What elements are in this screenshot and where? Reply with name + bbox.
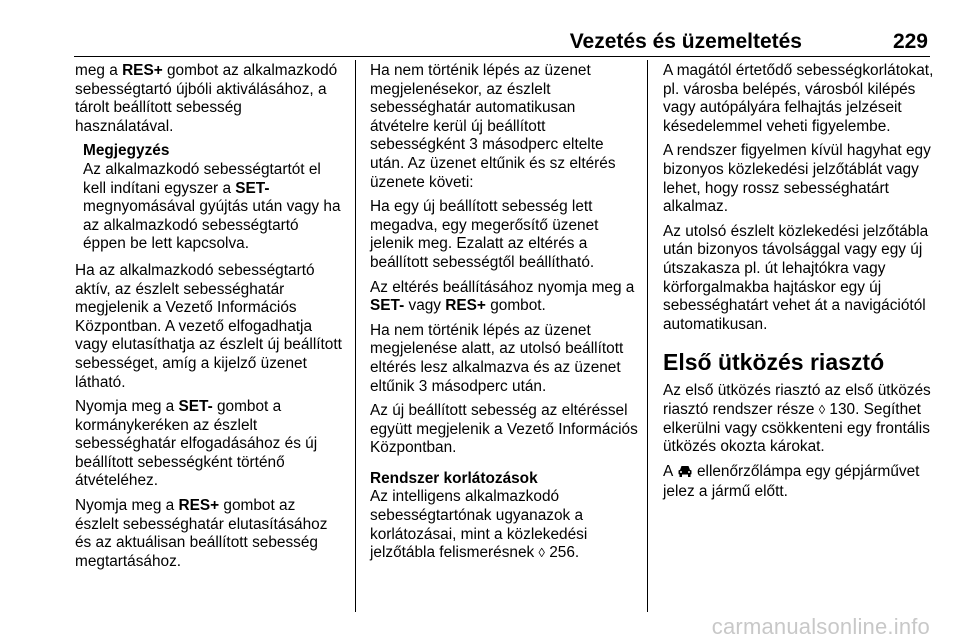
paragraph: A ellenőrzőlámpa egy gépjárművet jelez a jármű előtt. <box>663 462 920 501</box>
header-title: Vezetés és üzemeltetés <box>569 30 802 53</box>
paragraph: A rendszer figyelmen kívül hagyhat egy bizonyos közlekedési jelzőtáblát vagy lehet, hogy rossz sebességhatárt alkalmaz. <box>663 142 931 216</box>
watermark: carmanualsonline.info <box>711 614 930 639</box>
res-plus-label: RES+ <box>178 497 220 515</box>
page-number: 229 <box>892 30 928 53</box>
column-divider <box>647 60 648 612</box>
column-2 <box>370 62 638 569</box>
set-minus-label: SET- <box>178 398 213 416</box>
note-block <box>75 142 343 254</box>
section-title: Első ütközés riasztó <box>663 349 885 376</box>
paragraph: Az új beállított sebesség az eltéréssel együtt megjelenik a Vezető Információs Központban. <box>370 402 638 457</box>
subheading: Rendszer korlátozások <box>370 469 538 487</box>
paragraph: Az eltérés beállításához nyomja meg a SET- vagy RES+ gombot. <box>370 278 635 315</box>
page-reference-icon: ◊ <box>538 545 545 561</box>
note-text: Az alkalmazkodó sebességtartót el kell indítani egyszer a SET- megnyomásával gyújtás után vagy ha az alkalmazkodó sebességtartó éppen be lett kapcsolva. <box>83 160 341 253</box>
paragraph: Ha nem történik lépés az üzenet megjelenésekor, az észlelt sebességhatár automatikusan átvételre kerül új beállított sebességként 3 másodperc eltelte után. Az üzenet eltűnik és sz eltérés üzenete követi: <box>370 62 616 191</box>
page-reference-icon: ◊ <box>818 401 826 417</box>
paragraph: Nyomja meg a SET- gombot a kormánykeréken az észlelt sebességhatár elfogadásához és új beállított sebességként történő átvételéhez. <box>75 398 318 490</box>
paragraph: Ha az alkalmazkodó sebességtartó aktív, az észlelt sebességhatár megjelenik a Vezető Információs Központban. A vezető elfogadhatja vagy elutasíthatja az észlelt új beállított sebességet, amíg a kijelző üzenet látható. <box>75 261 342 391</box>
vehicle-ahead-icon <box>677 464 693 484</box>
res-plus-label: RES+ <box>122 62 163 79</box>
res-plus-label: RES+ <box>445 297 486 315</box>
set-minus-label: SET- <box>235 179 270 197</box>
paragraph: Ha egy új beállított sebesség lett megadva, egy megerősítő üzenet jelenik meg. Ezalatt az eltérés a beállított sebességtől beállítható. <box>370 198 599 271</box>
paragraph: Nyomja meg a RES+ gombot az észlelt sebességhatár elutasításához és az aktuálisan beállított sebesség megtartásához. <box>75 497 328 570</box>
paragraph: Ha nem történik lépés az üzenet megjelenése alatt, az utolsó beállított eltérés lesz alkalmazva és az üzenet eltűnik 3 másodperc után. <box>370 321 624 395</box>
note-title: Megjegyzés <box>83 142 170 160</box>
column-1 <box>75 62 343 577</box>
paragraph: Az intelligens alkalmazkodó sebességtartónak ugyanazok a korlátozásai, mint a közlekedési jelzőtábla felismerésnek ◊ 256. <box>370 488 588 562</box>
set-minus-label: SET- <box>370 297 405 315</box>
page-header <box>74 16 930 57</box>
paragraph: Az utolsó észlelt közlekedési jelzőtábla után bizonyos távolsággal vagy egy új útszakasza pl. út lehajtókra vagy körforgalmakba hajtáskor egy új sebességhatárt vehet át a navigációtól automatikusan. <box>663 222 929 333</box>
column-3 <box>663 62 935 508</box>
page-reference: 256. <box>544 544 580 562</box>
paragraph: Az első ütközés riasztó az első ütközés riasztó rendszer része ◊ 130. Segíthet elkerülni vagy csökkenteni egy frontális ütközés okozta károkat. <box>663 382 931 456</box>
paragraph: meg a RES+ gombot az alkalmazkodó sebességtartó újbóli aktiválásához, a tárolt beállított sebesség használatával. <box>75 62 338 135</box>
column-divider <box>355 60 356 612</box>
paragraph: A magától értetődő sebességkorlátokat, pl. városba belépés, városból kilépés vagy autópályára felhajtás jelzéseit késedelemmel veheti figyelembe. <box>663 62 934 135</box>
